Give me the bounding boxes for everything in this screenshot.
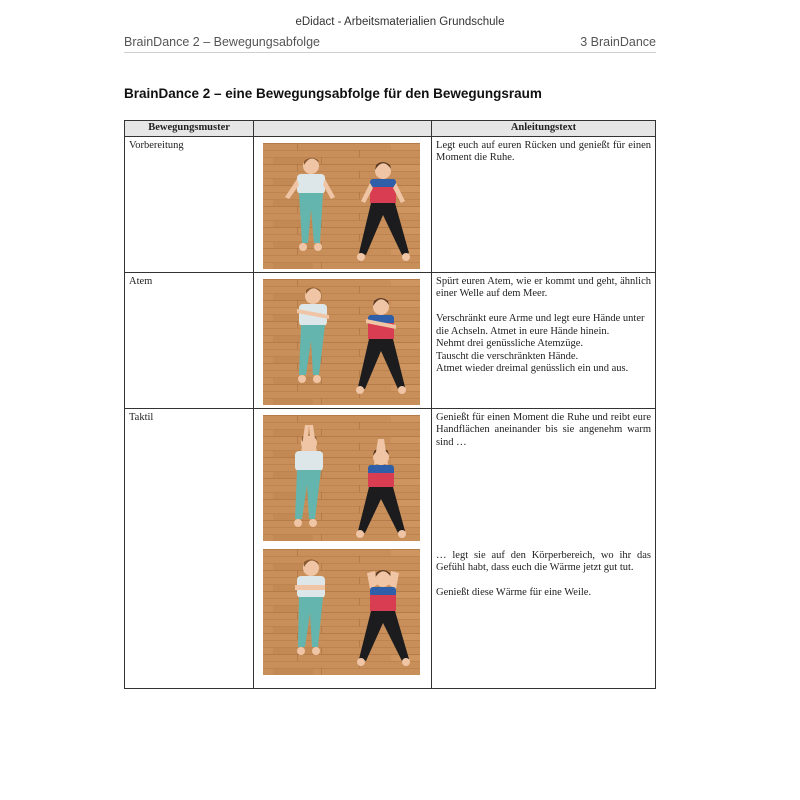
column-header-image bbox=[254, 121, 432, 137]
page-title: BrainDance 2 – eine Bewegungsabfolge für den Bewegungsraum bbox=[124, 86, 542, 101]
column-header-pattern: Bewegungsmuster bbox=[125, 121, 254, 137]
instruction-paragraph: Genießt diese Wärme für eine Weile. bbox=[436, 587, 592, 598]
column-header-instruction: Anleitungstext bbox=[432, 121, 656, 137]
photo-cell bbox=[254, 272, 432, 408]
instruction-paragraph: Verschränkt eure Arme und legt eure Hände unter die Achseln. Atmet in eure Hände hinein. Nehmt drei genüssliche Atemzüge. Tauscht die verschränkten Hände. Atmet wieder dreimal genüsslich ein und aus. bbox=[436, 313, 645, 374]
spacer bbox=[436, 462, 651, 550]
instruction-cell bbox=[432, 136, 656, 272]
photo-preparation bbox=[263, 143, 420, 269]
table-row bbox=[125, 136, 656, 272]
table-header-row bbox=[125, 121, 656, 137]
photo-rubbing-hands bbox=[263, 415, 420, 541]
movement-table bbox=[124, 120, 656, 689]
pattern-cell: Atem bbox=[125, 272, 254, 408]
instruction-paragraph: Spürt euren Atem, wie er kommt und geht, ähnlich einer Welle auf dem Meer. bbox=[436, 275, 651, 299]
instruction-cell bbox=[432, 272, 656, 408]
photo-warm-hands bbox=[263, 549, 420, 675]
table-row bbox=[125, 408, 656, 688]
pattern-cell: Taktil bbox=[125, 408, 254, 688]
instruction-paragraph: … legt sie auf den Körperbereich, wo ihr das Gefühl habt, dass euch die Wärme jetzt gut tut. bbox=[436, 549, 651, 573]
instruction-cell bbox=[432, 408, 656, 688]
running-header bbox=[124, 35, 656, 53]
instruction-paragraph: Legt euch auf euren Rücken und genießt für einen Moment die Ruhe. bbox=[436, 139, 651, 163]
pattern-cell: Vorbereitung bbox=[125, 136, 254, 272]
photo-cell bbox=[254, 408, 432, 688]
header-right: 3 BrainDance bbox=[580, 35, 656, 49]
instruction-paragraph: Genießt für einen Moment die Ruhe und reibt eure Handflächen aneinander bis sie angenehm warm sind … bbox=[436, 411, 651, 448]
photo-breathing bbox=[263, 279, 420, 405]
header-left: BrainDance 2 – Bewegungsabfolge bbox=[124, 35, 320, 49]
photo-cell bbox=[254, 136, 432, 272]
publisher-title: eDidact - Arbeitsmaterialien Grundschule bbox=[295, 16, 505, 28]
table-row bbox=[125, 272, 656, 408]
